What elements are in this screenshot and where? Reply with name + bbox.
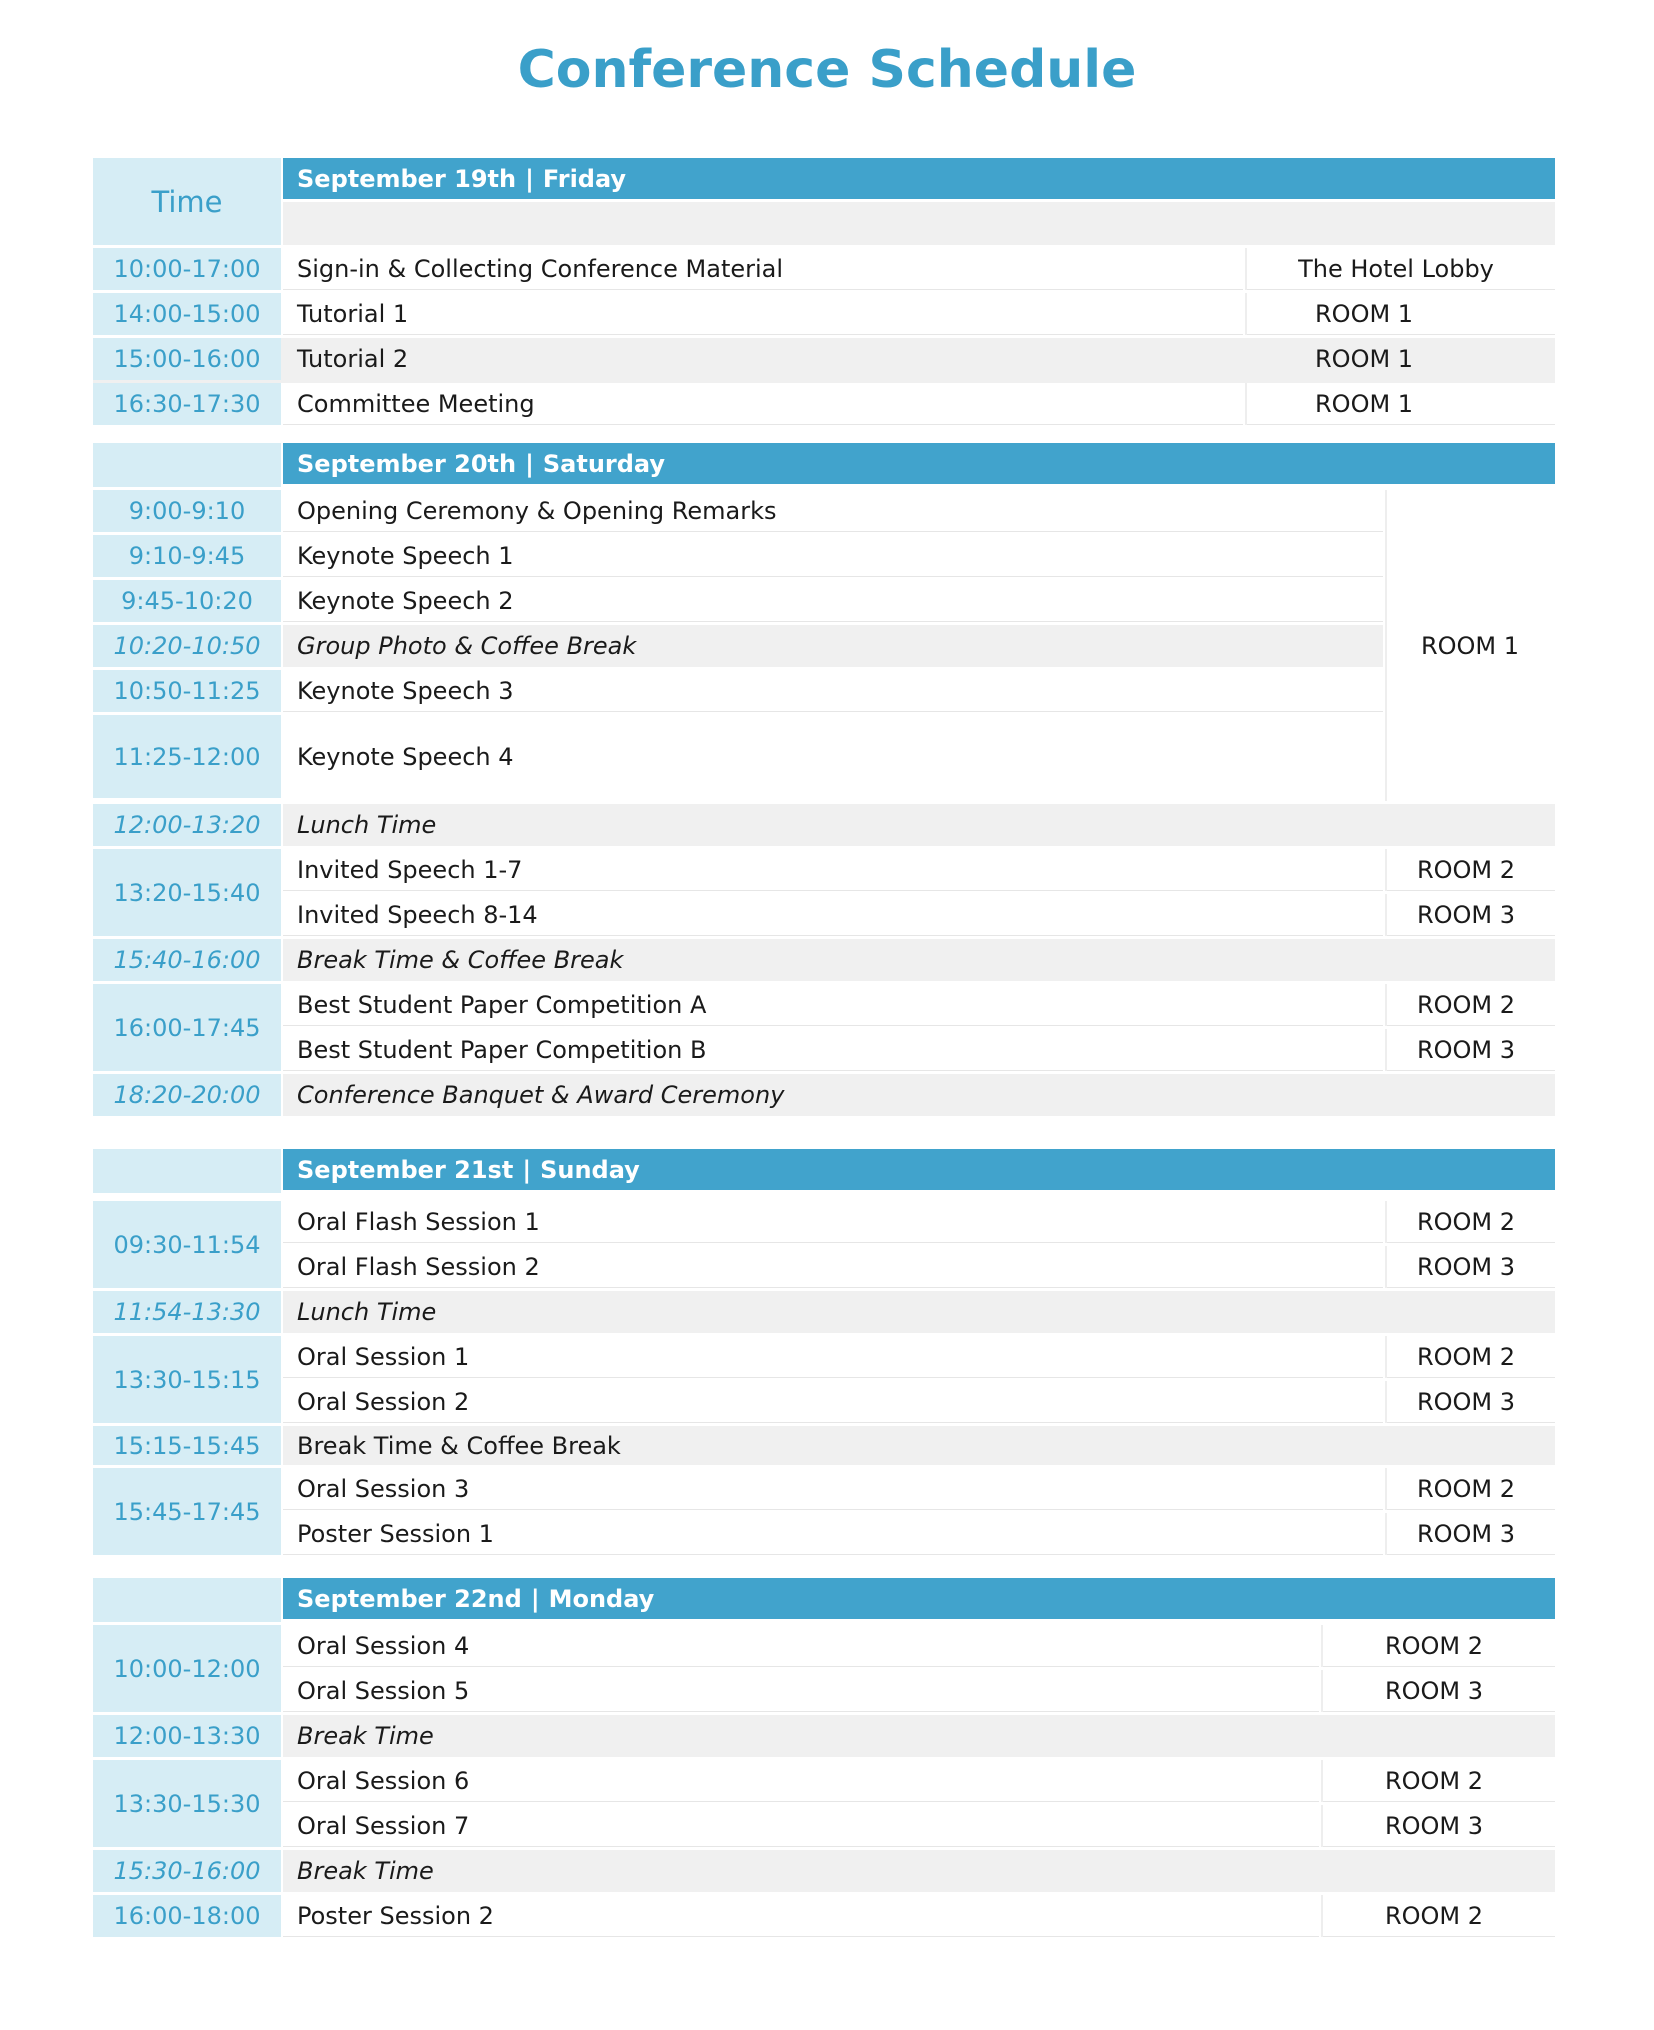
event-cell: Poster Session 2: [283, 1895, 1319, 1937]
schedule-row-group: [93, 1468, 1555, 1558]
time-cell: 9:00-9:10: [93, 490, 281, 532]
event-cell: Keynote Speech 4: [297, 742, 514, 771]
time-cell: 12:00-13:20: [93, 804, 281, 846]
room-cell: ROOM 2: [1321, 1625, 1555, 1667]
schedule-row: [93, 625, 1555, 670]
event-cell: Oral Session 7: [283, 1805, 1319, 1847]
time-cell: 10:50-11:25: [93, 670, 281, 712]
room-cell: ROOM 3: [1321, 1805, 1555, 1847]
schedule-row: [93, 804, 1555, 849]
event-cell: Best Student Paper Competition B: [283, 1029, 1383, 1071]
time-cell: 10:00-17:00: [93, 248, 281, 290]
schedule-row: [93, 1074, 1555, 1119]
schedule-row: [93, 939, 1555, 984]
time-cell: 9:45-10:20: [93, 580, 281, 622]
schedule-row: [93, 1291, 1555, 1336]
day-weekday: Friday: [542, 164, 627, 193]
event-cell: Oral Flash Session 1: [283, 1201, 1383, 1243]
schedule-row: [93, 1715, 1555, 1760]
event-cell: Oral Session 6: [283, 1760, 1319, 1802]
event-cell: Keynote Speech 2: [283, 580, 1383, 622]
event-cell: Lunch Time: [283, 804, 1555, 846]
time-column-header: [93, 443, 281, 487]
room-cell: ROOM 2: [1321, 1895, 1555, 1937]
day-date: September 20th: [297, 449, 517, 478]
room-cell: ROOM 1: [1315, 345, 1414, 373]
room-cell: ROOM 3: [1385, 1246, 1555, 1288]
day-weekday: Sunday: [540, 1155, 640, 1184]
day-weekday: Monday: [548, 1584, 655, 1613]
time-cell: 11:54-13:30: [93, 1291, 281, 1333]
event-cell: Break Time & Coffee Break: [283, 1426, 1555, 1465]
event-cell: Conference Banquet & Award Ceremony: [283, 1074, 1555, 1116]
event-cell: Oral Session 4: [283, 1625, 1319, 1667]
schedule-row: [93, 580, 1555, 625]
event-cell: Poster Session 1: [283, 1513, 1383, 1555]
time-column-header: [93, 1578, 281, 1622]
day-weekday: Saturday: [542, 449, 666, 478]
day-date: September 19th: [297, 164, 517, 193]
room-cell: ROOM 2: [1385, 1201, 1555, 1243]
schedule-row: [93, 1426, 1555, 1468]
time-cell: 9:10-9:45: [93, 535, 281, 577]
event-cell: Break Time: [283, 1850, 1555, 1892]
time-column-header: [93, 1149, 281, 1193]
schedule-row-group: [93, 849, 1555, 939]
event-cell: Keynote Speech 1: [283, 535, 1383, 577]
schedule-row-group: [93, 1201, 1555, 1291]
room-cell: ROOM 2: [1385, 984, 1555, 1026]
event-cell: Oral Flash Session 2: [283, 1246, 1383, 1288]
room-cell: ROOM 2: [1385, 1336, 1555, 1378]
day-header: September 20th | Saturday: [283, 443, 1555, 484]
event-cell: Tutorial 2: [297, 345, 409, 373]
time-cell: 16:30-17:30: [93, 383, 281, 425]
time-cell: 10:20-10:50: [93, 625, 281, 667]
time-cell: 15:00-16:00: [93, 338, 281, 380]
event-cell: Keynote Speech 3: [283, 670, 1383, 712]
room-cell: ROOM 3: [1385, 1029, 1555, 1071]
day-section-saturday: [93, 443, 1555, 1115]
event-cell: Oral Session 3: [283, 1468, 1383, 1510]
room-cell-merged: ROOM 1: [1385, 490, 1555, 801]
day-header: September 19th | Friday: [283, 158, 1555, 199]
time-cell: 12:00-13:30: [93, 1715, 281, 1757]
schedule-row-group: [93, 1336, 1555, 1426]
room-cell: The Hotel Lobby: [1245, 248, 1555, 290]
schedule-row: [93, 383, 1555, 428]
page-title: Conference Schedule: [517, 40, 1137, 100]
schedule-row-group: [93, 984, 1555, 1074]
event-cell: Break Time: [283, 1715, 1555, 1757]
schedule-row: [93, 535, 1555, 580]
time-cell: 10:00-12:00: [93, 1625, 281, 1712]
schedule-row-group: [93, 1625, 1555, 1715]
time-cell: 15:45-17:45: [93, 1468, 281, 1555]
event-cell: Sign-in & Collecting Conference Material: [283, 248, 1243, 290]
schedule-row: [93, 715, 1555, 801]
schedule-row: [93, 248, 1555, 293]
event-cell: Invited Speech 8-14: [283, 894, 1383, 936]
header-spacer: [283, 202, 1555, 245]
day-section-sunday: [93, 1149, 1555, 1557]
time-cell: 09:30-11:54: [93, 1201, 281, 1288]
room-cell: ROOM 3: [1385, 894, 1555, 936]
day-section-friday: [93, 158, 1555, 426]
time-cell: 15:15-15:45: [93, 1426, 281, 1465]
day-date: September 21st: [297, 1155, 514, 1184]
event-cell: Best Student Paper Competition A: [283, 984, 1383, 1026]
schedule-row: [93, 338, 1555, 383]
event-cell: Oral Session 5: [283, 1670, 1319, 1712]
schedule-row: [93, 1895, 1555, 1940]
time-cell: 16:00-17:45: [93, 984, 281, 1071]
room-cell: ROOM 2: [1385, 1468, 1555, 1510]
time-cell: 18:20-20:00: [93, 1074, 281, 1116]
schedule-row: [93, 490, 1555, 535]
event-cell: Opening Ceremony & Opening Remarks: [283, 490, 1383, 532]
time-cell: 15:30-16:00: [93, 1850, 281, 1892]
event-cell: Tutorial 1: [283, 293, 1243, 335]
time-cell: 11:25-12:00: [93, 715, 281, 798]
room-cell: ROOM 3: [1385, 1381, 1555, 1423]
day-header: September 21st | Sunday: [283, 1149, 1555, 1190]
room-cell: ROOM 1: [1245, 293, 1555, 335]
schedule-row-group: [93, 1760, 1555, 1850]
room-cell: ROOM 2: [1321, 1760, 1555, 1802]
time-cell: 16:00-18:00: [93, 1895, 281, 1937]
time-cell: 15:40-16:00: [93, 939, 281, 981]
time-cell: 13:30-15:15: [93, 1336, 281, 1423]
room-cell: ROOM 2: [1385, 849, 1555, 891]
room-cell: ROOM 3: [1385, 1513, 1555, 1555]
event-cell: Lunch Time: [283, 1291, 1555, 1333]
schedule-row: [93, 670, 1555, 715]
schedule-row: [93, 293, 1555, 338]
event-cell: Oral Session 1: [283, 1336, 1383, 1378]
day-header: September 22nd | Monday: [283, 1578, 1555, 1619]
time-cell: 13:20-15:40: [93, 849, 281, 936]
time-cell: 13:30-15:30: [93, 1760, 281, 1847]
event-cell: Invited Speech 1-7: [283, 849, 1383, 891]
schedule-row: [93, 1850, 1555, 1895]
day-date: September 22nd: [297, 1584, 522, 1613]
time-column-header: Time: [93, 158, 281, 245]
time-cell: 14:00-15:00: [93, 293, 281, 335]
event-cell: Break Time & Coffee Break: [283, 939, 1555, 981]
room-cell: ROOM 3: [1321, 1670, 1555, 1712]
event-cell: Oral Session 2: [283, 1381, 1383, 1423]
event-cell: Group Photo & Coffee Break: [283, 625, 1383, 667]
day-section-monday: [93, 1578, 1555, 1940]
room-cell: ROOM 1: [1245, 383, 1555, 425]
event-cell: Committee Meeting: [283, 383, 1243, 425]
